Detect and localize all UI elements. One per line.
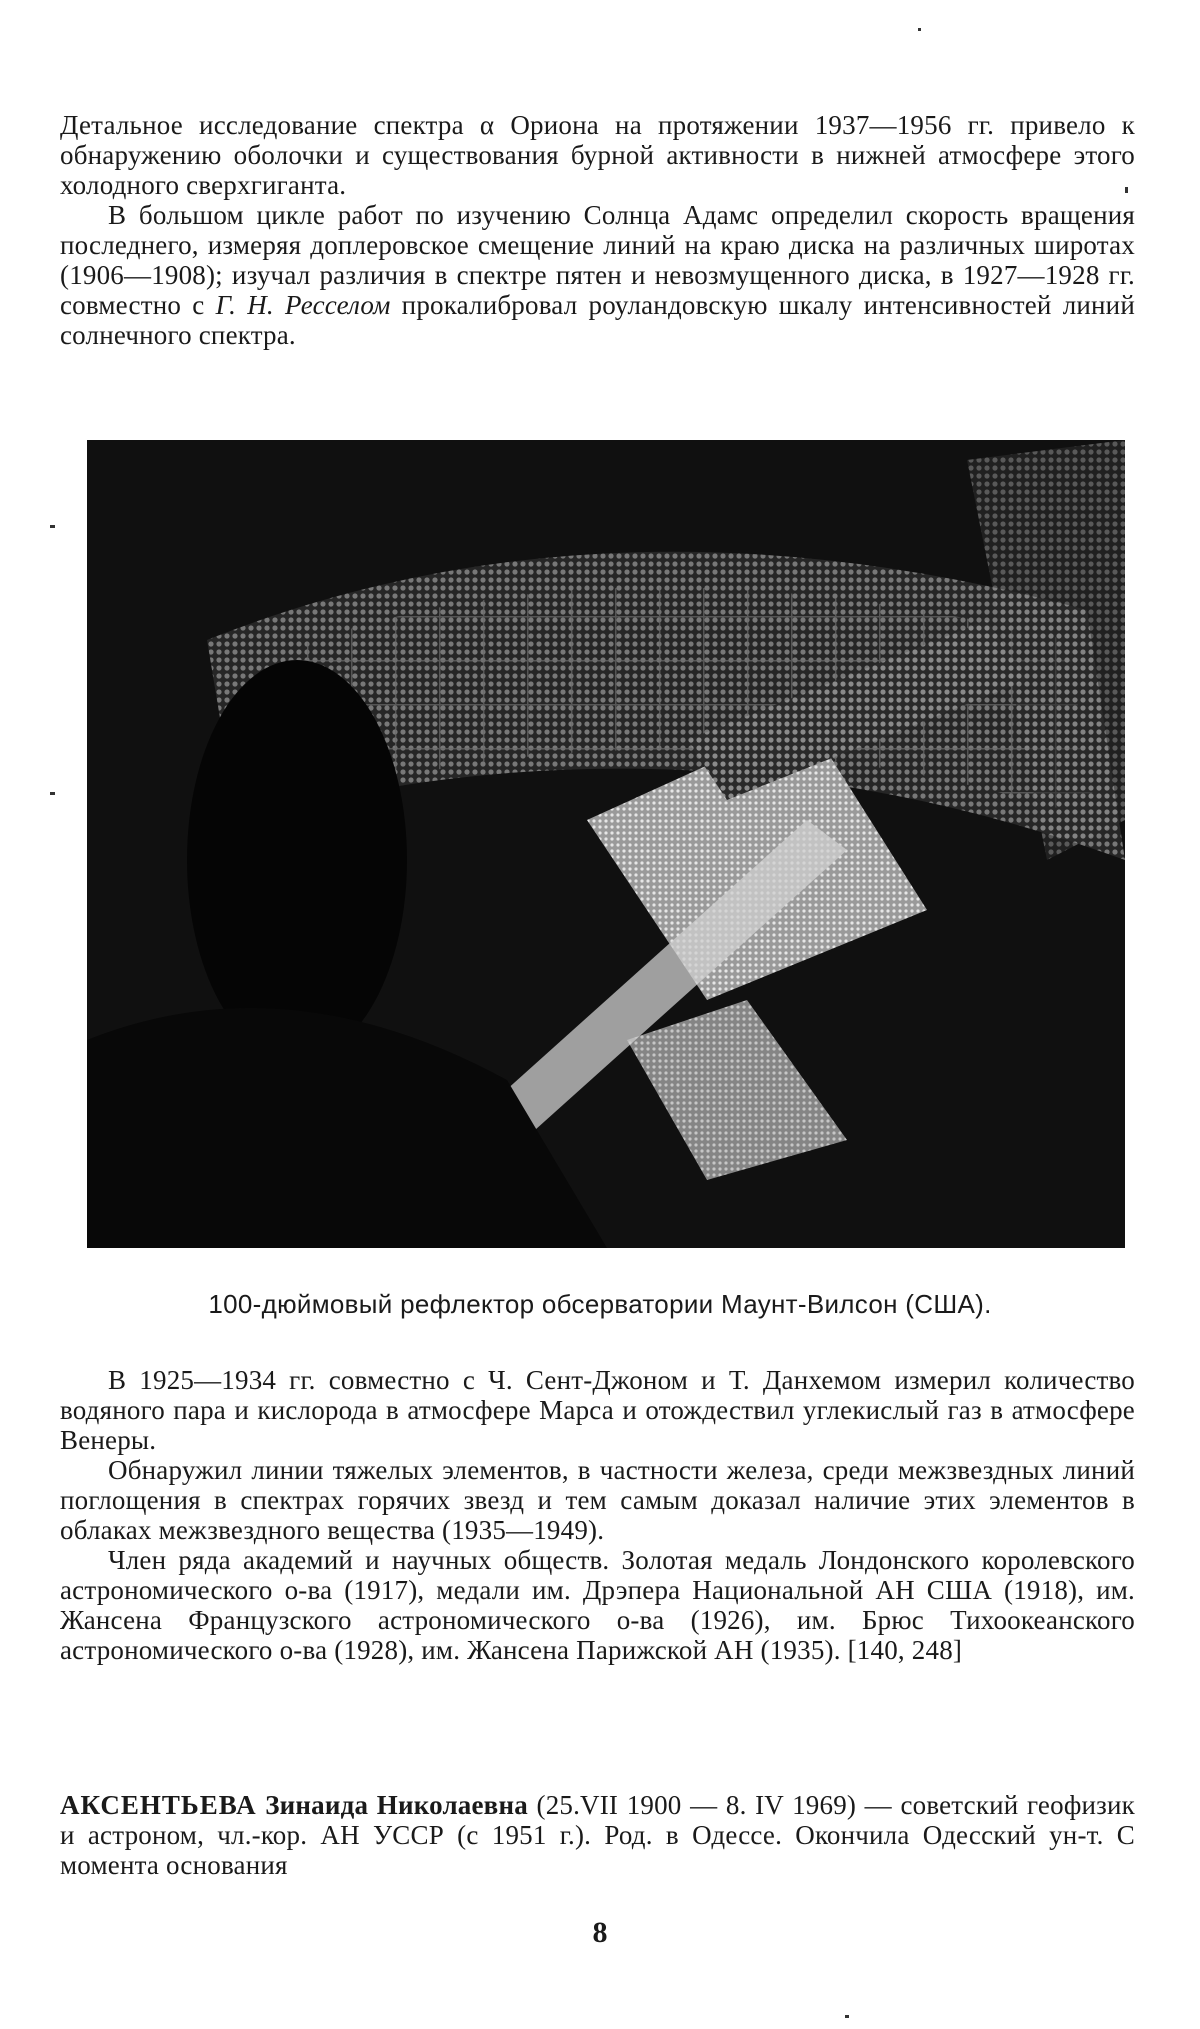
telescope-photo	[87, 440, 1125, 1248]
speck	[845, 2015, 849, 2018]
paragraph-mars-venus: В 1925—1934 гг. совместно с Ч. Сент-Джоном и Т. Данхемом измерил количество водяного пара и кислорода в атмосфере Марса и отождествил углекислый газ в атмосфере Венеры.	[60, 1365, 1135, 1455]
middle-text-block	[60, 1365, 1135, 1665]
top-text-block	[60, 110, 1135, 350]
speck	[1125, 187, 1128, 193]
speck	[50, 792, 55, 795]
photo-caption: 100-дюймовый рефлектор обсерватории Маунт-Вилсон (США).	[208, 1289, 992, 1319]
entry-given-name: Зинаида Николаевна	[265, 1790, 528, 1820]
paragraph-interstellar: Обнаружил линии тяжелых элементов, в частности железа, среди межзвездных линий поглощения в спектрах горячих звезд и тем самым доказал наличие этих элементов в облаках межзвездного вещества (1935—1949).	[60, 1455, 1135, 1545]
paragraph-text: прокалибровал роуландовскую шкалу интенсивностей линий солнечного спектра.	[60, 290, 1135, 350]
telescope-photo-illustration	[87, 440, 1125, 1248]
paragraph-solar-studies	[60, 200, 1135, 350]
entry-text: (25.VII 1900 — 8. IV 1969) — советский геофизик и астроном, чл.-кор. АН УССР (с 1951 г.). Род. в Одессе. Окончила Одесский ун-т. С момента основания	[60, 1790, 1135, 1880]
page-number: 8	[592, 1916, 608, 1949]
person-name-russell: Г. Н. Ресселом	[215, 290, 391, 320]
speck	[918, 28, 921, 31]
entry-aksentyeva	[60, 1790, 1135, 1880]
paragraph-awards: Член ряда академий и научных обществ. Золотая медаль Лондонского королевского астрономического о-ва (1917), медали им. Дрэпера Национальной АН США (1918), им. Жансена Французского астрономического о-ва (1926), им. Брюс Тихоокеанского астрономического о-ва (1928), им. Жансена Парижской АН (1935). [140, 248]	[60, 1545, 1135, 1665]
speck	[50, 525, 55, 528]
paragraph-betelgeuse: Детальное исследование спектра α Ориона на протяжении 1937—1956 гг. привело к обнаружению оболочки и существования бурной активности в нижней атмосфере этого холодного сверхгиганта.	[60, 110, 1135, 200]
entry-surname: АКСЕНТЬЕВА	[60, 1790, 257, 1820]
paragraph-text: В большом цикле работ по изучению Солнца Адамс определил скорость вращения последнего, измеряя доплеровское смещение линий на краю диска на различных широтах (1906—1908); изучал различия в спектре пятен и невозмущенного диска, в 1927—1928 гг. совместно с	[60, 200, 1135, 320]
entry-paragraph	[60, 1790, 1135, 1880]
